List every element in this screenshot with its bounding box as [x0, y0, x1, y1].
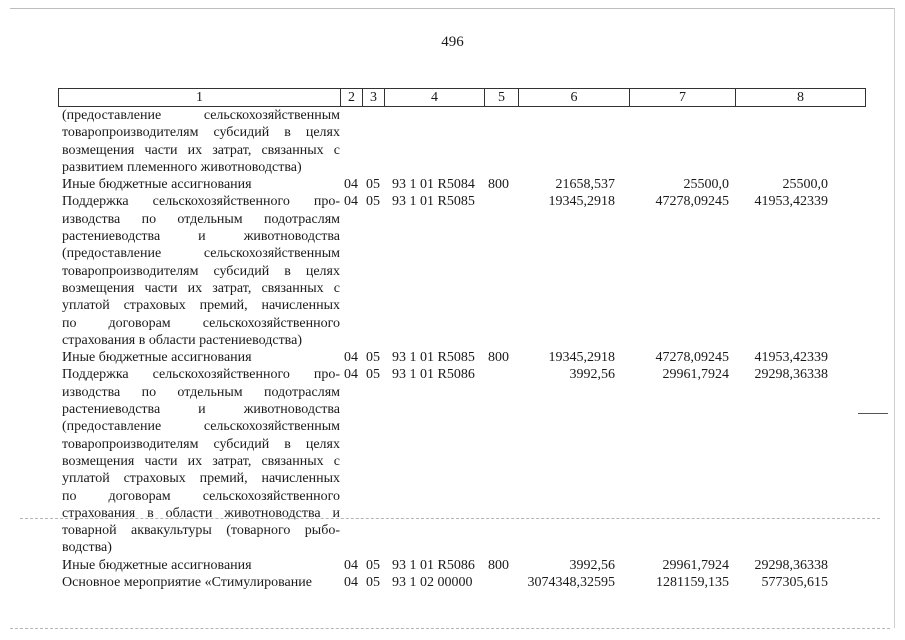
amount-col6: 19345,2918 [548, 350, 615, 366]
row-name [58, 193, 340, 349]
table-row [58, 574, 866, 591]
target-article-code: 93 1 01 R5085 [392, 350, 475, 366]
row-name-line: водства) [62, 540, 112, 556]
scan-border-top [10, 8, 895, 9]
target-article-code: 93 1 01 R5085 [392, 194, 475, 210]
subsection-code: 05 [366, 367, 380, 383]
expense-type-code [484, 193, 518, 349]
amount-col7: 29961,7924 [662, 367, 729, 383]
row-name-line: растениеводства и животноводства [62, 229, 340, 245]
table-row [58, 557, 866, 574]
row-name-line: развитием племенного животноводства) [62, 159, 302, 175]
table-row [58, 366, 866, 556]
row-name-line: Поддержка сельскохозяйственного про- [62, 367, 340, 383]
row-name-line: Иные бюджетные ассигнования [62, 350, 252, 366]
subsection-code [362, 107, 384, 176]
page-number: 496 [441, 34, 464, 50]
subsection-code: 05 [366, 575, 380, 591]
scan-border-right [894, 8, 895, 628]
expense-type-code: 800 [488, 177, 509, 193]
amount-col8: 41953,42339 [754, 194, 828, 210]
amount-col6 [518, 107, 629, 176]
row-name-line: уплатой страховых премий, начисленных [62, 471, 340, 487]
amount-col8: 29298,36338 [754, 367, 828, 383]
subsection-code: 05 [366, 350, 380, 366]
row-name-line: страхования в области животноводства и [62, 505, 340, 521]
target-article-code: 93 1 01 R5086 [392, 557, 475, 573]
column-header: 5 [485, 89, 519, 106]
row-name [58, 574, 340, 591]
row-name-line: по договорам сельскохозяйственного [62, 488, 340, 504]
row-name-line: товаропроизводителям субсидий в целях [62, 125, 340, 141]
table-row [58, 107, 866, 176]
subsection-code: 05 [366, 177, 380, 193]
section-code: 04 [344, 194, 358, 210]
row-name [58, 107, 340, 176]
section-code: 04 [344, 557, 358, 573]
table-row [58, 349, 866, 366]
amount-col7: 47278,09245 [655, 194, 729, 210]
amount-col7 [629, 107, 735, 176]
amount-col6: 19345,2918 [548, 194, 615, 210]
row-name [58, 349, 340, 366]
amount-col6: 3074348,32595 [527, 575, 615, 591]
expense-type-code: 800 [488, 557, 509, 573]
row-name-line: изводства по отдельным подотраслям [62, 384, 340, 400]
table-row [58, 193, 866, 349]
row-name [58, 557, 340, 574]
subsection-code: 05 [366, 194, 380, 210]
expense-type-code [484, 107, 518, 176]
column-header: 7 [630, 89, 736, 106]
row-name-line: (предоставление сельскохозяйственным [62, 419, 340, 435]
amount-col6: 21658,537 [555, 177, 615, 193]
row-name-line: уплатой страховых премий, начисленных [62, 298, 340, 314]
scan-artifact-bottom [10, 628, 890, 629]
section-code: 04 [344, 367, 358, 383]
target-article-code: 93 1 01 R5086 [392, 367, 475, 383]
row-name-line: Иные бюджетные ассигнования [62, 557, 252, 573]
column-header: 4 [385, 89, 485, 106]
row-name [58, 176, 340, 193]
section-code: 04 [344, 177, 358, 193]
row-name-line: (предоставление сельскохозяйственным [62, 108, 340, 123]
row-name-line: товаропроизводителям субсидий в целях [62, 263, 340, 279]
row-name-line: Иные бюджетные ассигнования [62, 177, 252, 193]
row-name-line: возмещения части их затрат, связанных с [62, 453, 340, 469]
row-name-line: возмещения части их затрат, связанных с [62, 142, 340, 158]
row-name-line: Поддержка сельскохозяйственного про- [62, 194, 340, 210]
row-name-line: возмещения части их затрат, связанных с [62, 280, 340, 296]
row-name-line: (предоставление сельскохозяйственным [62, 246, 340, 262]
section-code [340, 107, 362, 176]
row-name [58, 366, 340, 556]
row-name-line: по договорам сельскохозяйственного [62, 315, 340, 331]
amount-col8: 25500,0 [782, 177, 828, 193]
amount-col7: 29961,7924 [662, 557, 729, 573]
column-header: 2 [341, 89, 363, 106]
expense-type-code [484, 574, 518, 591]
amount-col6: 3992,56 [569, 367, 615, 383]
target-article-code: 93 1 01 R5084 [392, 177, 475, 193]
row-name-line: товаропроизводителям субсидий в целях [62, 436, 340, 452]
table-header [58, 88, 866, 107]
table-row [58, 176, 866, 193]
amount-col6: 3992,56 [569, 557, 615, 573]
row-name-line: Основное мероприятие «Стимулирование [62, 575, 312, 591]
target-article-code [384, 107, 484, 176]
section-code: 04 [344, 350, 358, 366]
column-header: 6 [519, 89, 630, 106]
table-body [58, 107, 866, 591]
budget-table [58, 88, 866, 591]
amount-col8 [735, 107, 864, 176]
expense-type-code: 800 [488, 350, 509, 366]
column-header: 3 [363, 89, 385, 106]
amount-col7: 47278,09245 [655, 350, 729, 366]
column-header: 8 [797, 90, 804, 105]
subsection-code: 05 [366, 557, 380, 573]
expense-type-code [484, 366, 518, 556]
row-name-line: растениеводства и животноводства [62, 402, 340, 418]
amount-col7: 1281159,135 [656, 575, 729, 591]
section-code: 04 [344, 575, 358, 591]
amount-col8: 41953,42339 [754, 350, 828, 366]
row-name-line: страхования в области растениеводства) [62, 332, 302, 348]
amount-col7: 25500,0 [683, 177, 729, 193]
row-name-line: изводства по отдельным подотраслям [62, 211, 340, 227]
amount-col8: 577305,615 [761, 575, 828, 591]
column-header: 1 [59, 89, 341, 106]
row-name-line: товарной аквакультуры (товарного рыбо- [62, 523, 340, 539]
target-article-code: 93 1 02 00000 [392, 575, 473, 591]
amount-col8: 29298,36338 [754, 557, 828, 573]
